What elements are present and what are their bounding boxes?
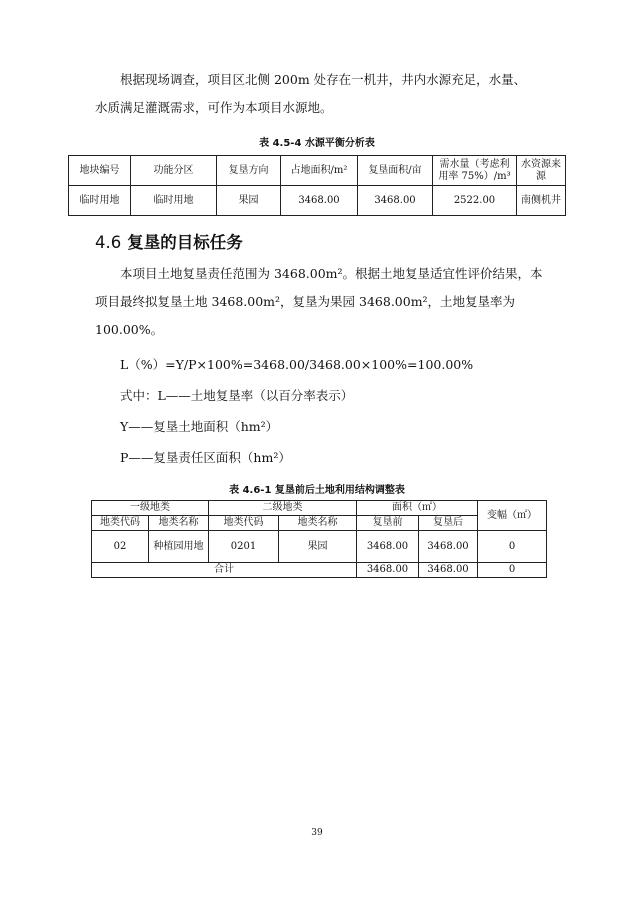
table-cell: 3468.00 [419, 531, 478, 563]
header-cell: 复垦面积/亩 [358, 156, 433, 186]
header-cell: 复垦方向 [217, 156, 281, 186]
table-cell: 3468.00 [358, 186, 433, 216]
table-cell: 3468.00 [419, 563, 478, 578]
formula: L（%）=Y/P×100%=3468.00/3468.00×100%=100.00% [120, 357, 474, 372]
definition-line: 式中：L——土地复垦率（以百分率表示） [120, 388, 354, 403]
paragraph-line: 项目最终拟复垦土地 3468.00m²，复垦为果园 3468.00m²，土地复垦率为 [95, 294, 516, 309]
table-cell: 0201 [209, 531, 279, 563]
header-cell: 地类名称 [149, 516, 209, 531]
header-cell: 地类代码 [209, 516, 279, 531]
header-cell: 功能分区 [131, 156, 217, 186]
table-cell: 2522.00 [433, 186, 517, 216]
table-total-row [92, 563, 547, 578]
header-cell: 地类代码 [92, 516, 149, 531]
table-cell: 3468.00 [281, 186, 358, 216]
header-cell: 水资源来源 [517, 156, 566, 186]
table-cell: 种植园用地 [149, 531, 209, 563]
table-cell: 临时用地 [131, 186, 217, 216]
paragraph-line: 水质满足灌溉需求，可作为本项目水源地。 [95, 100, 333, 115]
header-cell: 面积（㎡） [357, 501, 478, 516]
table-cell: 02 [92, 531, 149, 563]
table-cell: 3468.00 [357, 563, 419, 578]
table-caption: 表 4.6-1 复垦前后土地利用结构调整表 [229, 485, 405, 496]
header-cell: 复垦前 [357, 516, 419, 531]
table-cell: 0 [478, 563, 547, 578]
table-cell: 临时用地 [69, 186, 131, 216]
table-caption: 表 4.5-4 水源平衡分析表 [259, 138, 375, 149]
table-header-row [92, 501, 547, 516]
table-header-row [69, 156, 566, 186]
table-cell: 0 [478, 531, 547, 563]
total-label: 合计 [92, 563, 357, 578]
definition-line: Y——复垦土地面积（hm²） [120, 419, 279, 434]
page-number: 39 [311, 828, 323, 838]
section-heading [95, 229, 243, 253]
land-use-adjustment-table [91, 500, 547, 578]
water-balance-table [68, 155, 566, 216]
paragraph-line: 100.00%。 [95, 322, 164, 337]
header-cell: 二级地类 [209, 501, 357, 516]
table-cell: 果园 [217, 186, 281, 216]
section-title: 复垦的目标任务 [127, 233, 243, 252]
paragraph-line: 本项目土地复垦责任范围为 3468.00m²。根据土地复垦适宜性评价结果，本 [120, 266, 543, 281]
header-cell: 一级地类 [92, 501, 209, 516]
section-number: 4.6 [95, 233, 122, 252]
header-cell: 复垦后 [419, 516, 478, 531]
table-cell: 3468.00 [357, 531, 419, 563]
header-cell: 需水量（考虑利用率 75%）/m³ [433, 156, 517, 186]
definition-line: P——复垦责任区面积（hm²） [120, 450, 291, 465]
table-row [69, 186, 566, 216]
header-cell: 地块编号 [69, 156, 131, 186]
table-cell: 果园 [279, 531, 357, 563]
header-cell: 占地面积/m² [281, 156, 358, 186]
table-row [92, 531, 547, 563]
header-cell: 变幅（㎡） [478, 501, 547, 531]
header-cell: 地类名称 [279, 516, 357, 531]
table-cell: 南侧机井 [517, 186, 566, 216]
paragraph-line: 根据现场调查，项目区北侧 200m 处存在一机井，井内水源充足，水量、 [120, 72, 527, 87]
